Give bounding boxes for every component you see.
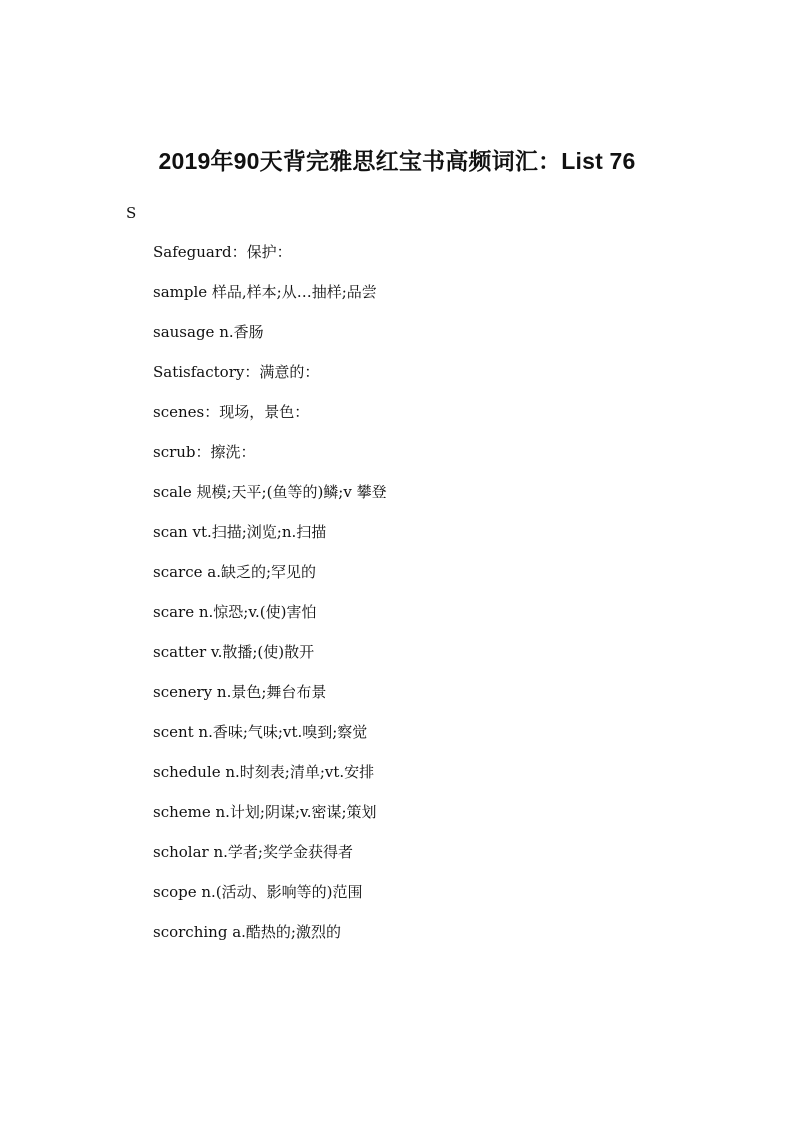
vocabulary-entry: scarce a.缺乏的;罕见的 xyxy=(153,563,317,581)
vocabulary-entry: scatter v.散播;(使)散开 xyxy=(153,643,315,661)
vocabulary-entry: sample 样品,样本;从…抽样;品尝 xyxy=(153,283,377,301)
vocabulary-entry: scent n.香味;气味;vt.嗅到;察觉 xyxy=(153,723,368,741)
vocabulary-entry: scenes：现场，景色： xyxy=(153,403,310,421)
vocabulary-entry: scenery n.景色;舞台布景 xyxy=(153,683,327,701)
vocabulary-entry: scan vt.扫描;浏览;n.扫描 xyxy=(153,523,327,541)
vocabulary-entry: sausage n.香肠 xyxy=(153,323,264,341)
vocabulary-entry: schedule n.时刻表;清单;vt.安排 xyxy=(153,763,375,781)
vocabulary-entry: Satisfactory：满意的： xyxy=(153,363,320,381)
page-title: 2019年90天背完雅思红宝书高频词汇：List 76 xyxy=(158,148,636,174)
vocabulary-entry: scare n.惊恐;v.(使)害怕 xyxy=(153,603,317,621)
section-letter: S xyxy=(126,204,137,222)
vocabulary-entry: scheme n.计划;阴谋;v.密谋;策划 xyxy=(153,803,377,821)
vocabulary-entry: Safeguard：保护： xyxy=(153,243,292,261)
vocabulary-entry: scrub：擦洗： xyxy=(153,443,256,461)
vocabulary-list xyxy=(153,241,387,961)
vocabulary-entry: scholar n.学者;奖学金获得者 xyxy=(153,843,353,861)
vocabulary-entry: scorching a.酷热的;激烈的 xyxy=(153,923,341,941)
vocabulary-entry: scope n.(活动、影响等的)范围 xyxy=(153,883,363,901)
vocabulary-entry: scale 规模;天平;(鱼等的)鳞;v 攀登 xyxy=(153,483,387,501)
